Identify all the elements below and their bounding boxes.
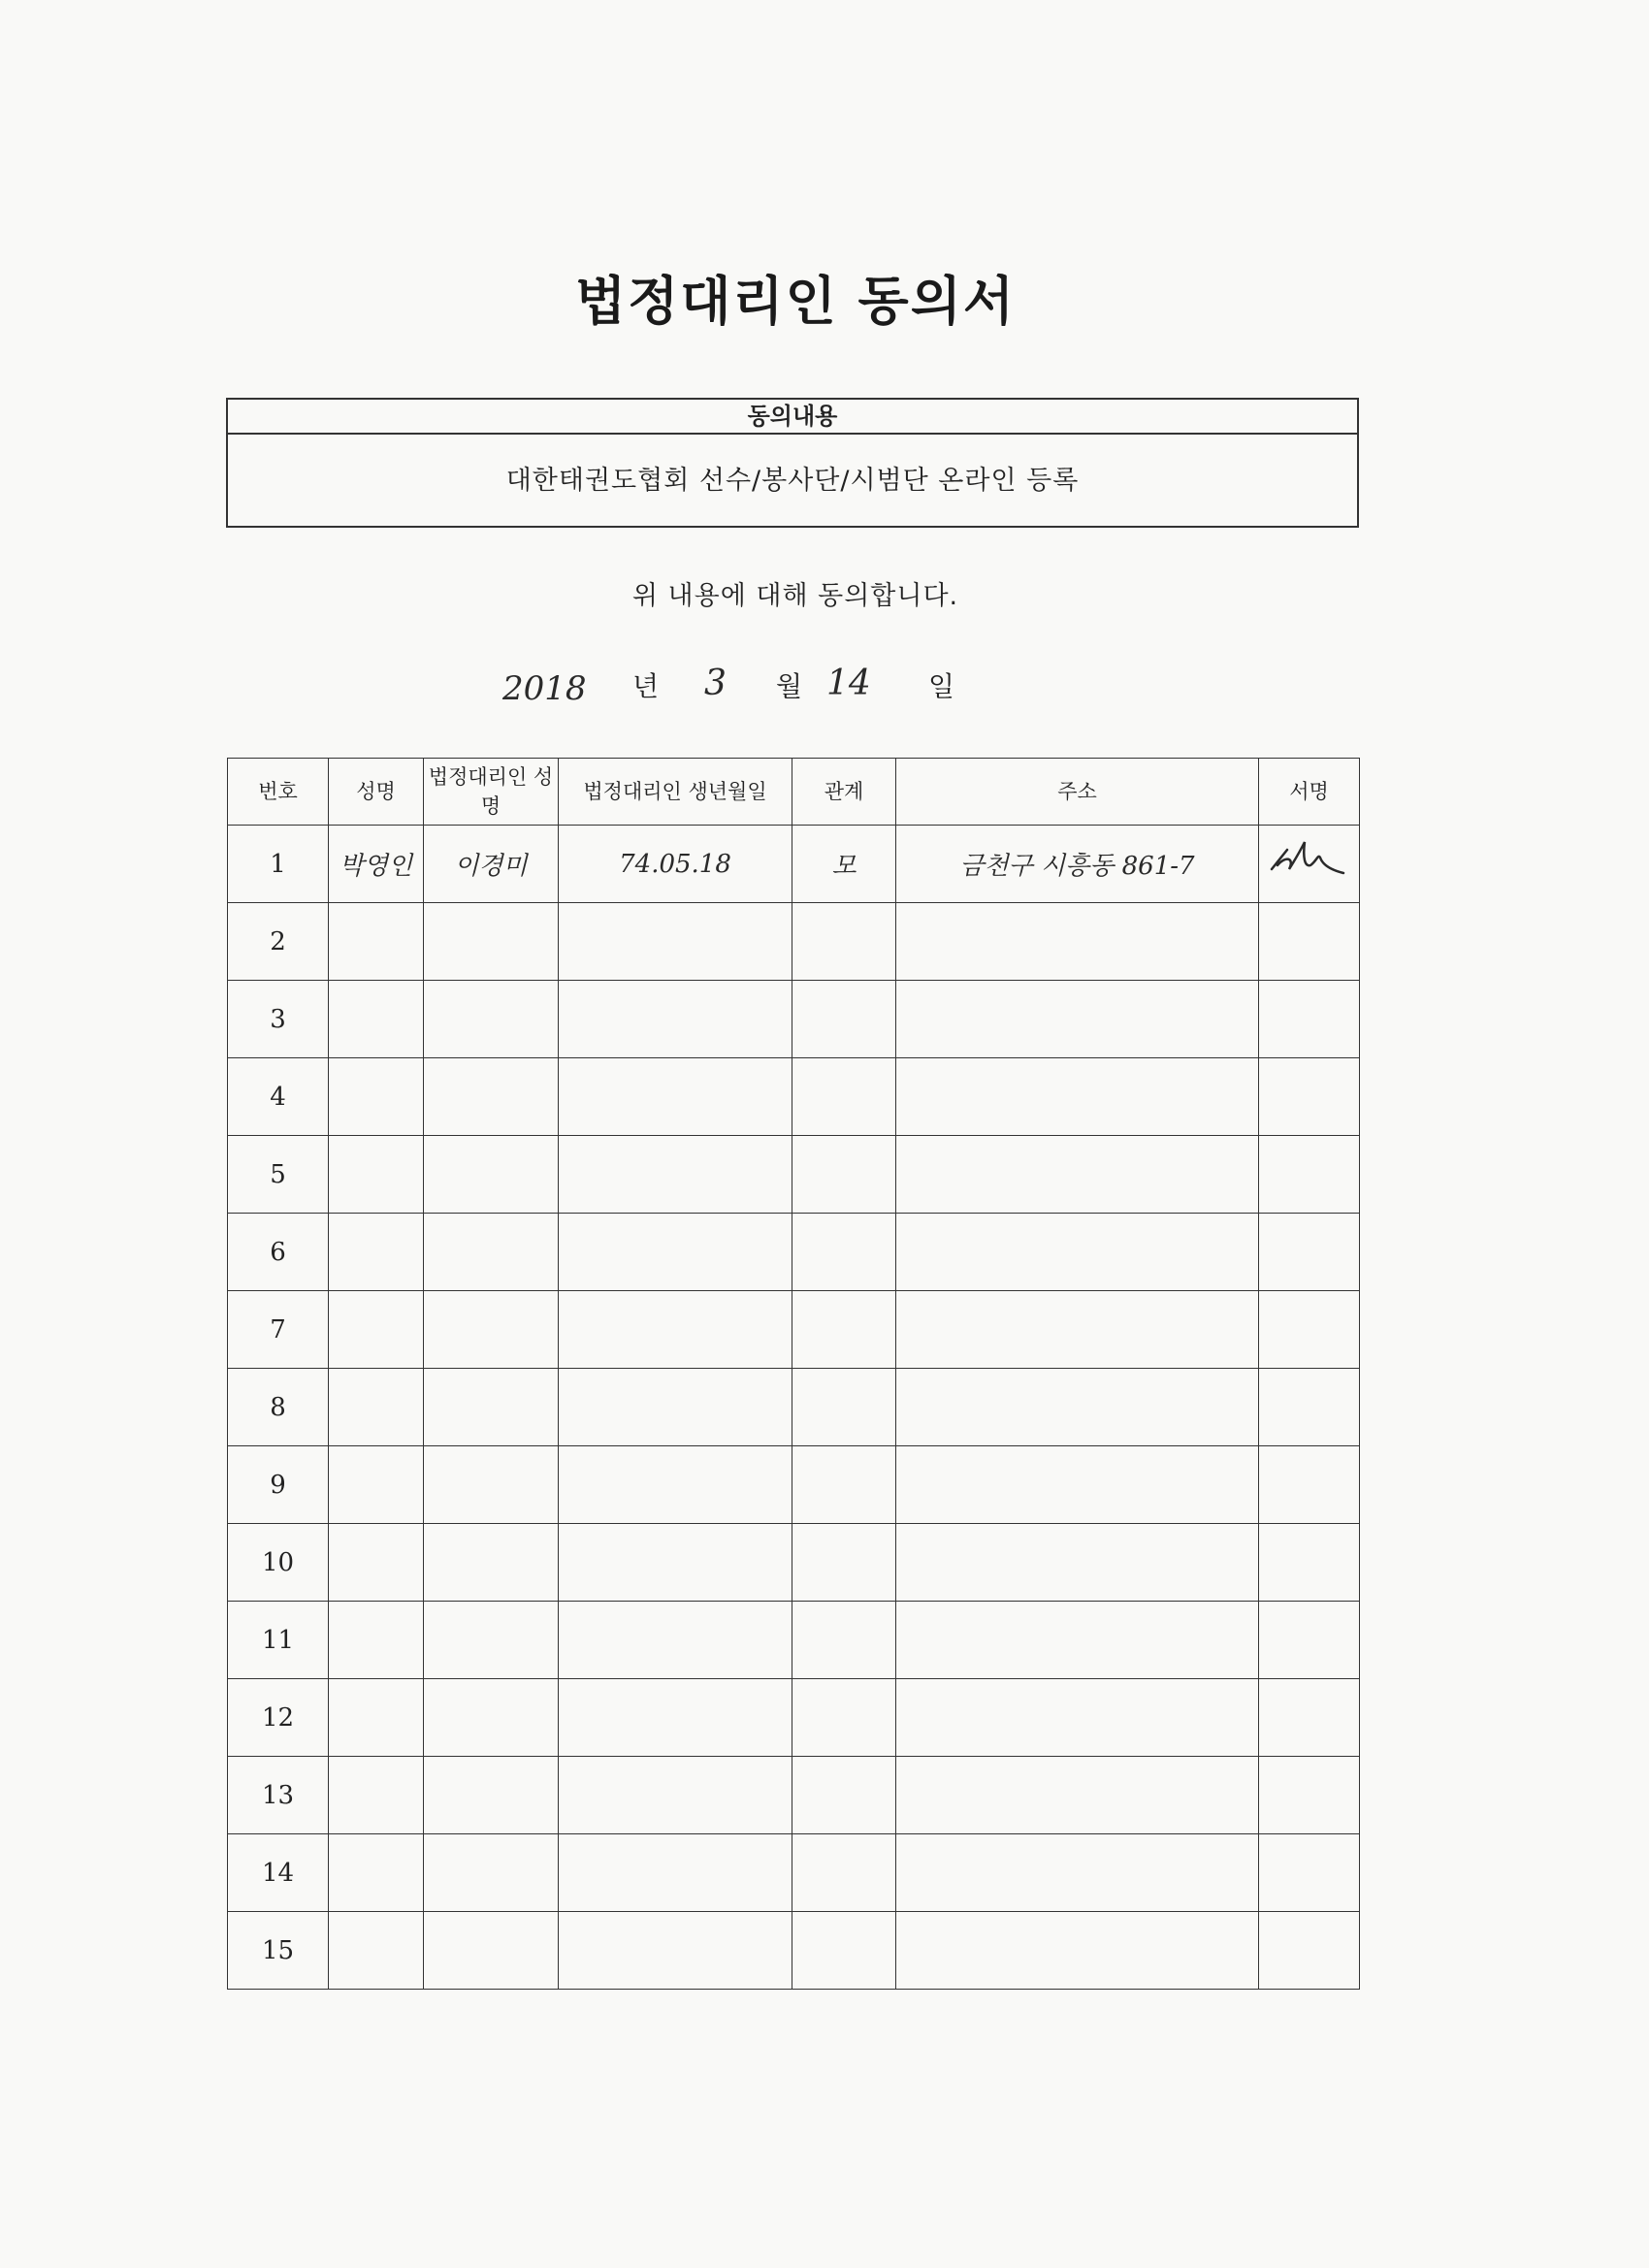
cell-address <box>896 1291 1259 1369</box>
cell-guardian-name <box>424 1602 559 1679</box>
date-year-label: 년 <box>632 670 660 702</box>
cell-guardian-name <box>424 903 559 981</box>
cell-signature <box>1259 1757 1360 1834</box>
table-row <box>228 903 1360 981</box>
cell-signature <box>1259 826 1360 903</box>
date-line <box>0 660 1649 718</box>
cell-no: 9 <box>228 1446 329 1524</box>
cell-relation <box>792 903 896 981</box>
cell-relation <box>792 1757 896 1834</box>
cell-address <box>896 1214 1259 1291</box>
cell-signature <box>1259 1524 1360 1602</box>
cell-guardian-name <box>424 1912 559 1990</box>
cell-relation <box>792 1291 896 1369</box>
cell-no: 4 <box>228 1058 329 1136</box>
cell-address <box>896 1446 1259 1524</box>
cell-name <box>329 903 424 981</box>
cell-address <box>896 1757 1259 1834</box>
cell-signature <box>1259 1602 1360 1679</box>
cell-signature <box>1259 981 1360 1058</box>
cell-guardian-birth <box>559 1834 792 1912</box>
cell-name <box>329 1679 424 1757</box>
cell-name <box>329 1524 424 1602</box>
cell-name <box>329 1369 424 1446</box>
header-signature: 서명 <box>1259 759 1360 826</box>
cell-relation <box>792 1602 896 1679</box>
cell-address <box>896 1834 1259 1912</box>
cell-guardian-birth <box>559 1369 792 1446</box>
cell-no: 3 <box>228 981 329 1058</box>
cell-name <box>329 1834 424 1912</box>
table-row <box>228 1912 1360 1990</box>
table-row <box>228 1446 1360 1524</box>
cell-address <box>896 1912 1259 1990</box>
cell-guardian-birth <box>559 1757 792 1834</box>
cell-guardian-birth <box>559 981 792 1058</box>
cell-signature <box>1259 1679 1360 1757</box>
document-title: 법정대리인 동의서 <box>574 271 1017 332</box>
cell-relation <box>792 1912 896 1990</box>
cell-address <box>896 1136 1259 1214</box>
cell-address <box>896 1679 1259 1757</box>
cell-signature <box>1259 1214 1360 1291</box>
cell-name: 박영인 <box>329 826 424 903</box>
cell-signature <box>1259 903 1360 981</box>
cell-guardian-birth <box>559 1524 792 1602</box>
cell-guardian-birth <box>559 1602 792 1679</box>
table-body <box>228 826 1360 1990</box>
consent-body: 대한태권도협회 선수/봉사단/시범단 온라인 등록 <box>505 466 1080 496</box>
table-row <box>228 1214 1360 1291</box>
cell-name <box>329 981 424 1058</box>
cell-no: 12 <box>228 1679 329 1757</box>
cell-signature <box>1259 1912 1360 1990</box>
cell-guardian-birth <box>559 1679 792 1757</box>
date-month-label: 월 <box>776 670 803 702</box>
table-row <box>228 1834 1360 1912</box>
cell-guardian-name <box>424 1369 559 1446</box>
cell-signature <box>1259 1136 1360 1214</box>
cell-name <box>329 1446 424 1524</box>
cell-name <box>329 1912 424 1990</box>
header-name: 성명 <box>329 759 424 826</box>
header-relation: 관계 <box>792 759 896 826</box>
cell-guardian-name <box>424 1291 559 1369</box>
date-day-label: 일 <box>928 670 955 702</box>
table-row <box>228 1524 1360 1602</box>
cell-no: 11 <box>228 1602 329 1679</box>
guardian-roster-table <box>227 758 1360 1990</box>
cell-no: 7 <box>228 1291 329 1369</box>
table-row <box>228 1291 1360 1369</box>
cell-name <box>329 1136 424 1214</box>
date-month: 3 <box>704 664 727 703</box>
cell-relation <box>792 1834 896 1912</box>
cell-name <box>329 1058 424 1136</box>
cell-guardian-name <box>424 1834 559 1912</box>
cell-relation <box>792 1369 896 1446</box>
cell-name <box>329 1757 424 1834</box>
cell-relation <box>792 1058 896 1136</box>
consent-content-box <box>226 398 1359 528</box>
cell-address <box>896 1524 1259 1602</box>
cell-guardian-birth <box>559 1136 792 1214</box>
cell-no: 10 <box>228 1524 329 1602</box>
cell-no: 1 <box>228 826 329 903</box>
cell-guardian-name <box>424 1524 559 1602</box>
cell-address <box>896 1602 1259 1679</box>
cell-no: 5 <box>228 1136 329 1214</box>
table-row <box>228 1679 1360 1757</box>
cell-signature <box>1259 1369 1360 1446</box>
cell-name <box>329 1214 424 1291</box>
header-no: 번호 <box>228 759 329 826</box>
cell-no: 2 <box>228 903 329 981</box>
cell-guardian-name <box>424 1757 559 1834</box>
cell-address: 금천구 시흥동 861-7 <box>896 826 1259 903</box>
cell-address <box>896 1369 1259 1446</box>
cell-name <box>329 1602 424 1679</box>
cell-no: 6 <box>228 1214 329 1291</box>
cell-address <box>896 1058 1259 1136</box>
cell-guardian-birth <box>559 1291 792 1369</box>
cell-guardian-birth: 74.05.18 <box>559 826 792 903</box>
header-address: 주소 <box>896 759 1259 826</box>
cell-relation <box>792 1446 896 1524</box>
date-year: 2018 <box>502 669 587 708</box>
cell-relation: 모 <box>792 826 896 903</box>
cell-relation <box>792 1679 896 1757</box>
table-row <box>228 1058 1360 1136</box>
cell-guardian-name <box>424 1446 559 1524</box>
table-row <box>228 1136 1360 1214</box>
table-header-row <box>228 759 1360 826</box>
table-row <box>228 1757 1360 1834</box>
cell-relation <box>792 1524 896 1602</box>
header-guardian-birth: 법정대리인 생년월일 <box>559 759 792 826</box>
cell-no: 14 <box>228 1834 329 1912</box>
cell-guardian-birth <box>559 1912 792 1990</box>
cell-guardian-name <box>424 1136 559 1214</box>
table-row <box>228 826 1360 903</box>
cell-guardian-birth <box>559 903 792 981</box>
cell-signature <box>1259 1058 1360 1136</box>
table-row <box>228 1602 1360 1679</box>
cell-address <box>896 903 1259 981</box>
cell-guardian-name <box>424 981 559 1058</box>
cell-guardian-name <box>424 1058 559 1136</box>
cell-guardian-birth <box>559 1058 792 1136</box>
cell-no: 8 <box>228 1369 329 1446</box>
cell-signature <box>1259 1446 1360 1524</box>
cell-guardian-birth <box>559 1446 792 1524</box>
table-row <box>228 981 1360 1058</box>
table-row <box>228 1369 1360 1446</box>
cell-guardian-name <box>424 1679 559 1757</box>
cell-guardian-birth <box>559 1214 792 1291</box>
date-day: 14 <box>826 664 871 703</box>
cell-signature <box>1259 1291 1360 1369</box>
cell-relation <box>792 1214 896 1291</box>
cell-address <box>896 981 1259 1058</box>
cell-relation <box>792 1136 896 1214</box>
agree-statement: 위 내용에 대해 동의합니다. <box>631 581 959 611</box>
cell-relation <box>792 981 896 1058</box>
cell-no: 13 <box>228 1757 329 1834</box>
cell-guardian-name <box>424 1214 559 1291</box>
consent-header: 동의내용 <box>228 400 1357 435</box>
cell-signature <box>1259 1834 1360 1912</box>
header-guardian-name: 법정대리인 성명 <box>424 759 559 826</box>
cell-guardian-name: 이경미 <box>424 826 559 903</box>
handwritten-signature-icon <box>1266 836 1353 885</box>
cell-name <box>329 1291 424 1369</box>
cell-no: 15 <box>228 1912 329 1990</box>
